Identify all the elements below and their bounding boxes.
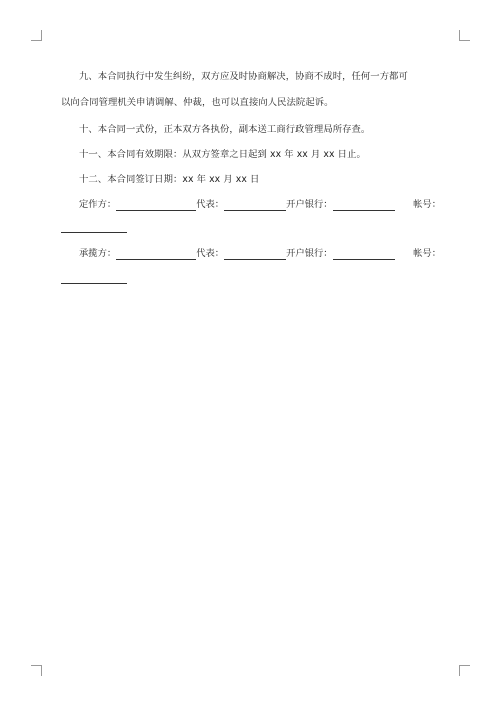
contractor-signature-row xyxy=(79,199,441,211)
bank-label: 开户银行： xyxy=(286,248,333,259)
clause-10: 十、本合同一式份，正本双方各执份，副本送工商行政管理局所存查。 xyxy=(79,124,371,135)
party-label: 定作方： xyxy=(79,199,117,210)
account-label: 帐号： xyxy=(413,199,441,210)
bank-label: 开户银行： xyxy=(286,199,333,210)
crop-mark-bottom-left xyxy=(31,665,42,676)
account-label: 帐号： xyxy=(413,248,441,259)
crop-mark-top-left xyxy=(31,30,42,41)
crop-mark-top-right xyxy=(459,30,470,41)
clause-9-line-2: 以向合同管理机关申请调解、仲裁，也可以直接向人民法院起诉。 xyxy=(61,97,334,108)
clause-11: 十一、本合同有效期限：从双方签章之日起到 xx 年 xx 月 xx 日止。 xyxy=(79,149,366,160)
representative-label: 代表： xyxy=(196,248,225,259)
representative-blank[interactable] xyxy=(224,201,286,211)
account-blank[interactable] xyxy=(61,231,127,233)
bank-blank[interactable] xyxy=(333,250,395,260)
representative-blank[interactable] xyxy=(224,250,286,260)
clause-12: 十二、本合同签订日期：xx 年 xx 月 xx 日 xyxy=(79,174,260,185)
party-label: 承揽方： xyxy=(79,248,117,259)
representative-label: 代表： xyxy=(196,199,225,210)
bank-blank[interactable] xyxy=(333,201,395,211)
party-blank[interactable] xyxy=(116,201,196,211)
contractee-signature-row xyxy=(79,248,441,260)
clause-9-line-1: 九、本合同执行中发生纠纷，双方应及时协商解决，协商不成时，任何一方都可 xyxy=(79,71,408,82)
crop-mark-bottom-right xyxy=(459,665,470,676)
party-blank[interactable] xyxy=(116,250,196,260)
account-blank[interactable] xyxy=(61,282,127,284)
